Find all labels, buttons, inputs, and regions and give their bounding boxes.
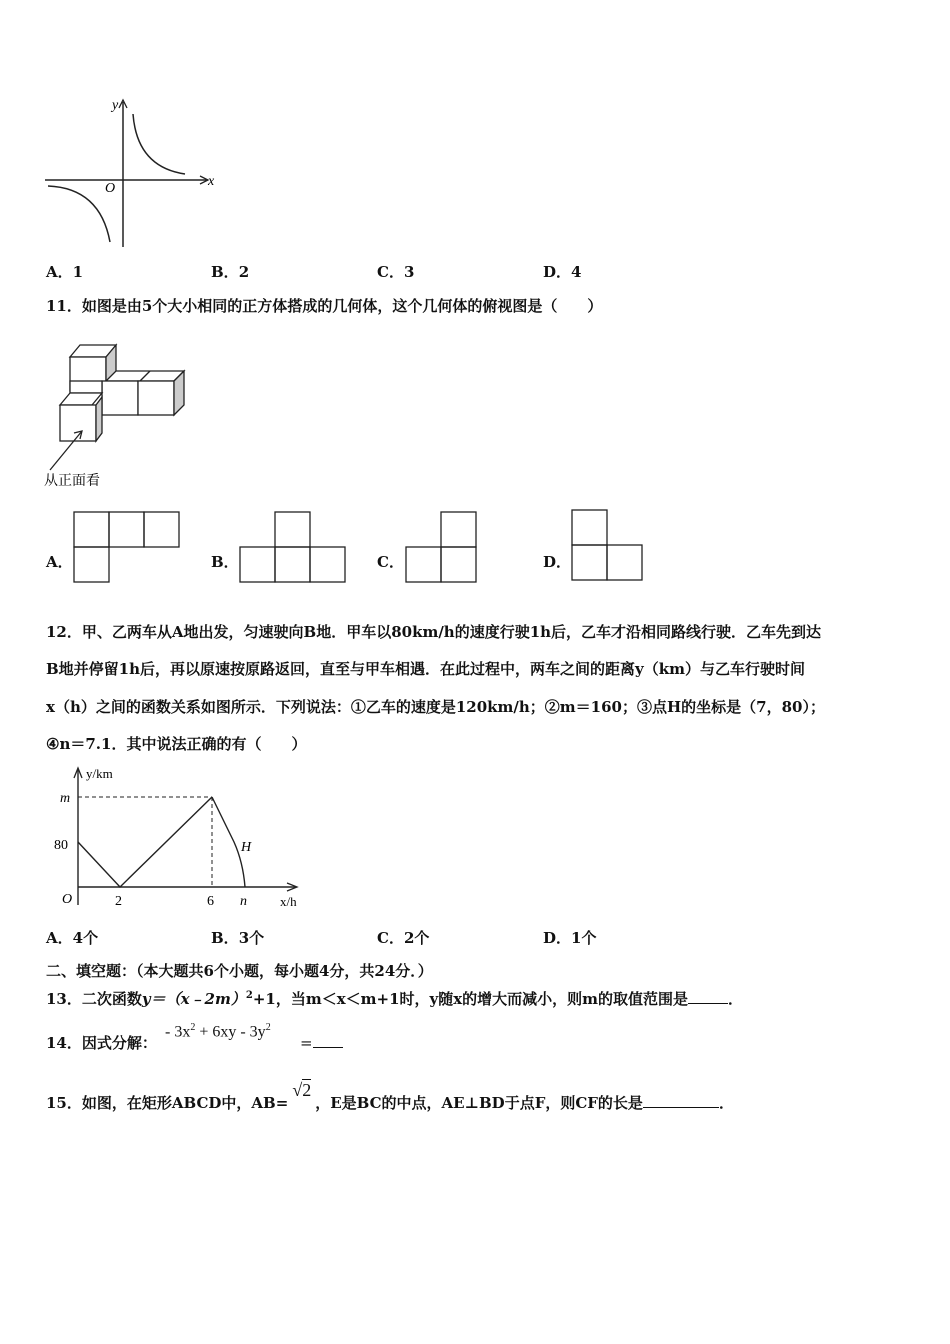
q15-sqrt-expression: √2 (292, 1080, 312, 1100)
q12-option-c[interactable]: C．2个 (377, 929, 430, 947)
q12-option-b[interactable]: B．3个 (211, 929, 265, 947)
q11-option-b-letter: B． (211, 553, 239, 571)
q10-origin-label: O (105, 181, 116, 196)
q14-question: 14．因式分解： (46, 1034, 157, 1052)
q14-equals: = (300, 1033, 343, 1052)
q10-x-label: x (208, 174, 215, 189)
q10-y-label: y (112, 98, 119, 113)
hyperbola-branch-1 (133, 114, 185, 174)
q12-line-1: 12．甲、乙两车从A地出发，匀速驶向B地．甲车以80km/h的速度行驶1h后，乙车才沿相同路线行驶．乙车先到达 (46, 623, 822, 641)
q10-option-b[interactable]: B．2 (211, 263, 250, 281)
q15-answer-blank[interactable] (643, 1093, 719, 1108)
q11-question-text: 11．如图是由5个大小相同的正方体搭成的几何体，这个几何体的俯视图是（ ） (46, 297, 603, 315)
q10-option-c[interactable]: C．3 (377, 263, 415, 281)
q11-option-a-figure[interactable] (72, 510, 184, 585)
q10-hyperbola-graph (40, 92, 230, 252)
q14-answer-blank[interactable] (313, 1033, 343, 1048)
q11-option-c-letter: C． (377, 553, 404, 571)
q12-option-a[interactable]: A．4个 (46, 929, 99, 947)
hyperbola-branch-2 (48, 186, 110, 242)
q12-point-h-label: H (241, 840, 252, 855)
q12-distance-time-graph (46, 762, 308, 912)
q11-figure-caption: 从正面看 (44, 473, 100, 489)
q10-option-a[interactable]: A．1 (46, 263, 84, 281)
q12-y-axis-label: y/km (86, 766, 113, 781)
q12-x-tick-n: n (240, 894, 247, 909)
q11-option-d-letter: D． (543, 553, 572, 571)
q12-y-tick-80: 80 (54, 838, 68, 853)
q12-x-tick-2: 2 (115, 894, 122, 909)
q12-x-axis-label: x/h (280, 894, 297, 909)
q12-origin-label: O (62, 892, 73, 907)
q13-question: 13．二次函数y＝（x﹣2m）$^2$+1，当m＜x＜m+1时，y随x的增大而减小，则m的取值范围是 ． (46, 990, 744, 1008)
q12-option-d[interactable]: D．1个 (543, 929, 597, 947)
q12-line-2: B地并停留1h后，再以原速按原路返回，直至与甲车相遇．在此过程中，两车之间的距离y（km）与乙车行驶时间 (46, 660, 806, 678)
q12-line-4: ④n＝7.1．其中说法正确的有（ ） (46, 735, 307, 753)
q11-option-b-figure[interactable] (238, 510, 350, 585)
q15-question: 15．如图，在矩形ABCD中，AB=√2，E是BC的中点，AE⊥BD于点F，则CF的长是 ． (46, 1080, 734, 1112)
q10-option-d[interactable]: D．4 (543, 263, 582, 281)
q11-option-a-letter: A． (46, 553, 73, 571)
q12-line-3: x（h）之间的函数关系如图所示．下列说法：①乙车的速度是120km/h；②m＝160；③点H的坐标是（7，80）； (46, 698, 825, 716)
q12-x-tick-6: 6 (207, 894, 214, 909)
q13-answer-blank[interactable] (688, 989, 728, 1004)
q11-option-c-figure[interactable] (404, 510, 480, 585)
q12-y-tick-m: m (60, 791, 71, 806)
q11-cube-figure (44, 335, 186, 495)
q11-option-d-figure[interactable] (570, 508, 648, 584)
q12-graph-line (78, 797, 212, 887)
q14-expression: - $3x^2 + 6xy - 3y^2$ (165, 1022, 271, 1041)
section-2-title: 二、填空题：（本大题共6个小题，每小题4分，共24分．） (46, 962, 433, 980)
